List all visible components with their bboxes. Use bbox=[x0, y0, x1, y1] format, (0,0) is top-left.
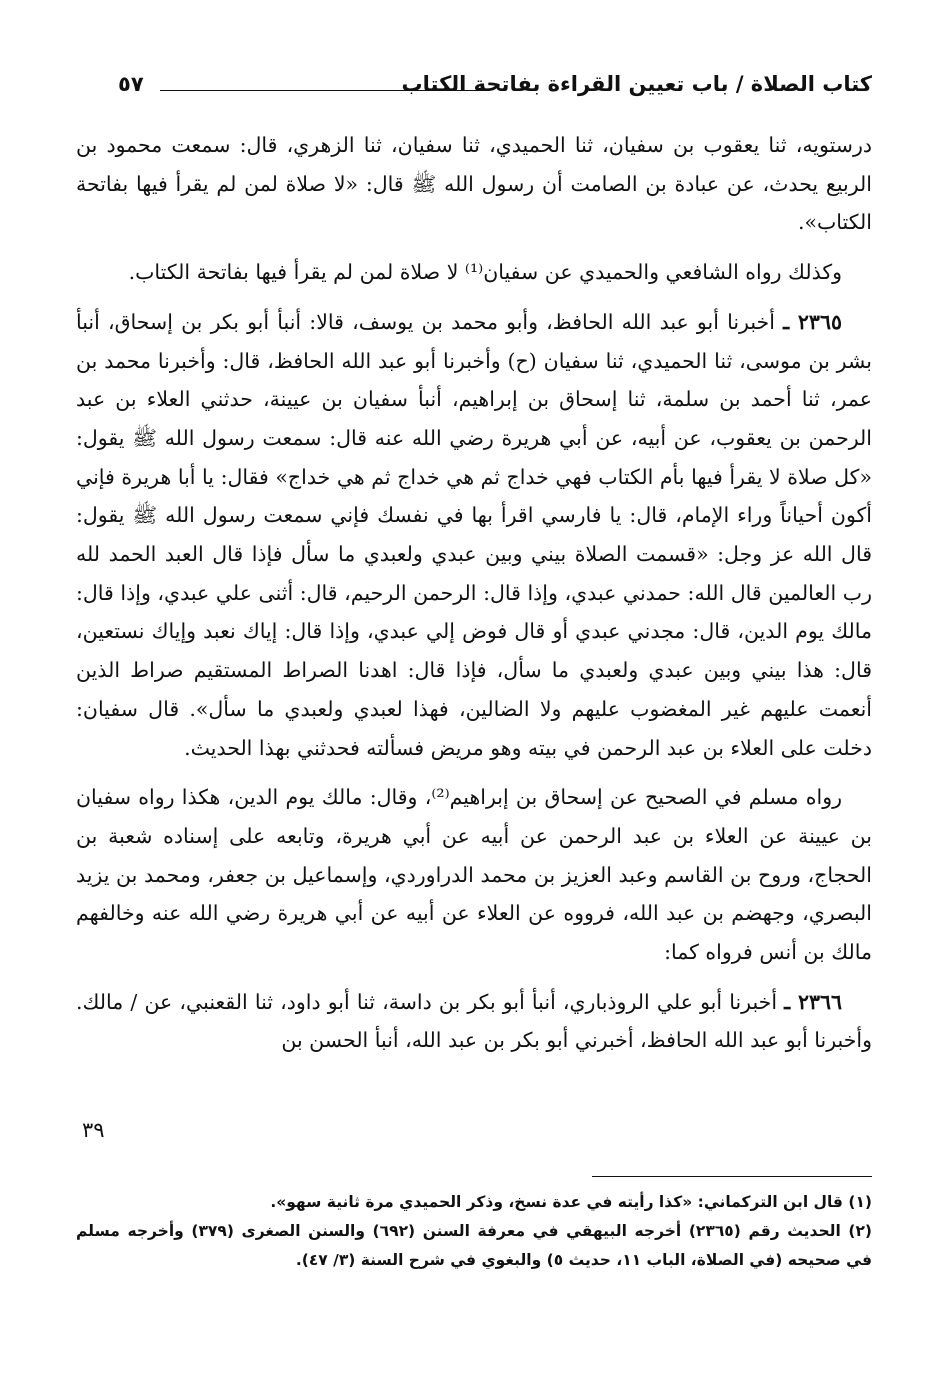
paragraph-text: رواه مسلم في الصحيح عن إسحاق بن إبراهيم⁽²⁾، وقال: مالك يوم الدين، هكذا رواه سفيان بن عيينة عن العلاء بن عبد الرحمن عن أبيه عن أبي هريرة، وتابعه على إسناده شعبة بن الحجاج، وروح بن القاسم وعبد العزيز بن محمد الدراوردي، وإسماعيل بن جعفر، ومحمد بن يزيد البصري، وجهضم بن عبد الله، فرووه عن العلاء عن أبيه عن أبي هريرة رضي الله عنه وخالفهم مالك بن أنس فرواه كما: bbox=[76, 785, 872, 965]
paragraph-1 bbox=[76, 126, 872, 242]
paragraph-2 bbox=[76, 253, 872, 292]
running-header bbox=[118, 72, 872, 106]
hadith-number: ٢٣٦٥ ـ bbox=[783, 309, 842, 334]
main-text bbox=[76, 126, 872, 1071]
paragraph-text: أخبرنا أبو علي الروذباري، أنبأ أبو بكر بن داسة، ثنا أبو داود، ثنا القعنبي، عن / مالك. وأخبرنا أبو عبد الله الحافظ، أخبرني أبو بكر بن عبد الله، أنبأ الحسن بن bbox=[76, 989, 872, 1053]
footnote-1: (١) قال ابن التركماني: «كذا رأيته في عدة نسخ، وذكر الحميدي مرة ثانية سهو». bbox=[270, 1193, 872, 1211]
chapter-title: كتاب الصلاة / باب تعيين القراءة بفاتحة الكتاب bbox=[401, 72, 872, 96]
hadith-2366 bbox=[76, 983, 872, 1060]
footnote-separator bbox=[592, 1176, 872, 1177]
footnotes bbox=[76, 1188, 872, 1275]
paragraph-text: أخبرنا أبو عبد الله الحافظ، وأبو محمد بن يوسف، قالا: أنبأ أبو بكر بن إسحاق، أنبأ بشر بن موسى، ثنا الحميدي، ثنا سفيان (ح) وأخبرنا أبو عبد الله الحافظ، قال: وأخبرنا محمد بن عمر، ثنا أحمد بن سلمة، ثنا إسحاق بن إبراهيم، أنبأ سفيان بن عيينة، حدثني العلاء بن عبد الرحمن بن يعقوب، عن أبيه، عن أبي هريرة رضي الله عنه قال: سمعت رسول الله ﷺ يقول: «كل صلاة لا يقرأ فيها بأم الكتاب فهي خداج ثم هي خداج ثم هي خداج» فقال: يا أبا هريرة فإني أكون أحياناً وراء الإمام، قال: يا فارسي اقرأ بها في نفسك فإني سمعت رسول الله ﷺ يقول: قال الله عز وجل: «قسمت الصلاة بيني وبين عبدي ولعبدي ما سأل فإذا قال العبد الحمد لله رب العالمين قال الله: حمدني عبدي، وإذا قال: الرحمن الرحيم، قال: أثنى علي عبدي، وإذا قال: مالك يوم الدين، قال: مجدني عبدي أو قال فوض إلي عبدي، وإذا قال: إياك نعبد وإياك نستعين، قال: هذا بيني وبين عبدي ولعبدي ما سأل، فإذا قال: اهدنا الصراط المستقيم صراط الذين أنعمت عليهم غير المغضوب عليهم ولا الضالين، فهذا لعبدي ولعبدي ما سأل». قال سفيان: دخلت على العلاء بن عبد الرحمن في بيته وهو مريض فسألته فحدثني بهذا الحديث. bbox=[76, 309, 872, 760]
paragraph-4 bbox=[76, 778, 872, 972]
paragraph-text: درستويه، ثنا يعقوب بن سفيان، ثنا الحميدي، ثنا سفيان، ثنا الزهري، قال: سمعت محمود بن الربيع يحدث، عن عبادة بن الصامت أن رسول الله ﷺ قال: «لا صلاة لمن لم يقرأ فيها بفاتحة الكتاب». bbox=[76, 133, 872, 235]
footnote-2: (٢) الحديث رقم (٢٣٦٥) أخرجه البيهقي في معرفة السنن (٦٩٢) والسنن الصغرى (٣٧٩) وأخرجه مسلم في صحيحه (في الصلاة، الباب ١١، حديث ٥) والبغوي في شرح السنة (٣/ ٤٧). bbox=[76, 1222, 873, 1269]
paragraph-text: وكذلك رواه الشافعي والحميدي عن سفيان⁽¹⁾ لا صلاة لمن لم يقرأ فيها بفاتحة الكتاب. bbox=[128, 260, 842, 285]
page-number: ٥٧ bbox=[118, 72, 144, 96]
margin-volume-page-number: ٣٩ bbox=[82, 1118, 105, 1142]
hadith-2365 bbox=[76, 303, 872, 767]
hadith-number: ٢٣٦٦ ـ bbox=[784, 989, 842, 1014]
header-rule bbox=[160, 90, 490, 91]
